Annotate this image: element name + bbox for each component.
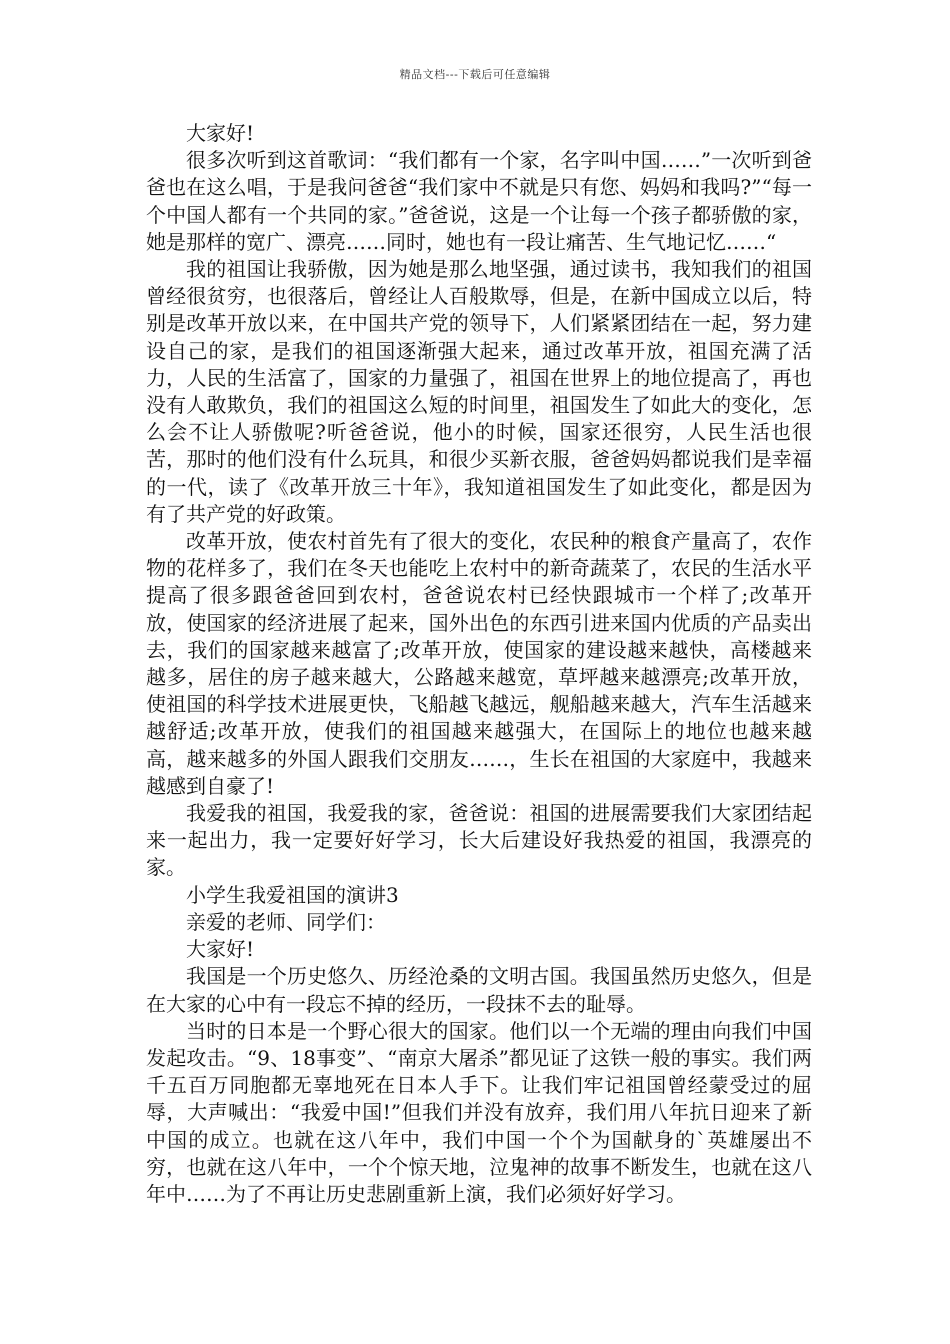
greeting: 大家好! <box>186 937 255 962</box>
paragraph: 大家好! <box>186 121 255 145</box>
paragraph: 当时的日本是一个野心很大的国家。他们以一个无端的理由向我们中国发起攻击。“9、18事变”、“南京大屠杀”都见证了这铁一般的事实。我们两千五百万同胞都无辜地死在日本人手下。让我们牢记祖国曾经蒙受过的屈辱，大声喊出：“我爱中国!”但我们并没有放弃，我们用八年抗日迎来了新中国的成立。也就在这八年中，我们中国一个个为国献身的`英雄屡出不穷，也就在这八年中，一个个惊天地，泣鬼神的故事不断发生，也就在这八年中……为了不再让历史悲剧重新上演，我们必须好好学习。 <box>146 1018 812 1206</box>
paragraph: 我国是一个历史悠久、历经沧桑的文明古国。我国虽然历史悠久，但是在大家的心中有一段忘不掉的经历，一段抹不去的耻辱。 <box>146 964 812 1016</box>
paragraph: 很多次听到这首歌词：“我们都有一个家，名字叫中国……”一次听到爸爸也在这么唱，于是我问爸爸“我们家中不就是只有您、妈妈和我吗?”“每一个中国人都有一个共同的家。”爸爸说，这是一个让每一个孩子都骄傲的家，她是那样的宽广、漂亮……同时，她也有一段让痛苦、生气地记忆……“ <box>146 148 812 254</box>
page-header: 精品文档---下载后可任意编辑 <box>399 68 551 81</box>
paragraph: 我的祖国让我骄傲，因为她是那么地坚强，通过读书，我知我们的祖国曾经很贫穷，也很落后，曾经让人百般欺辱，但是，在新中国成立以后，特别是改革开放以来，在中国共产党的领导下，人们紧紧团结在一起，努力建设自己的家，是我们的祖国逐渐强大起来，通过改革开放，祖国充满了活力，人民的生活富了，国家的力量强了，祖国在世界上的地位提高了，再也没有人敢欺负，我们的祖国这么短的时间里，祖国发生了如此大的变化，怎么会不让人骄傲呢?听爸爸说，他小的时候，国家还很穷，人民生活也很苦，那时的他们没有什么玩具，和很少买新衣服，爸爸妈妈都说我们是幸福的一代，读了《改革开放三十年》，我知道祖国发生了如此变化，都是因为有了共产党的好政策。 <box>146 257 812 526</box>
document-body <box>146 120 812 1208</box>
paragraph: 改革开放，使农村首先有了很大的变化，农民种的粮食产量高了，农作物的花样多了，我们在冬天也能吃上农村中的新奇蔬菜了，农民的生活水平提高了很多跟爸爸回到农村，爸爸说农村已经快跟城市一个样了;改革开放，使国家的经济进展了起来，国外出色的东西引进来国内优质的产品卖出去，我们的国家越来越富了;改革开放，使国家的建设越来越快，高楼越来越多，居住的房子越来越大，公路越来越宽，草坪越来越漂亮;改革开放，使祖国的科学技术进展更快，飞船越飞越远，舰船越来越大，汽车生活越来越舒适;改革开放，使我们的祖国越来越强大，在国际上的地位也越来越高，越来越多的外国人跟我们交朋友……，生长在祖国的大家庭中，我越来越感到自豪了! <box>146 529 812 798</box>
paragraph: 我爱我的祖国，我爱我的家，爸爸说：祖国的进展需要我们大家团结起来一起出力，我一定要好好学习，长大后建设好我热爱的祖国，我漂亮的家。 <box>146 801 812 880</box>
section-title: 小学生我爱祖国的演讲3 <box>186 882 399 907</box>
salutation: 亲爱的老师、同学们： <box>186 909 386 934</box>
